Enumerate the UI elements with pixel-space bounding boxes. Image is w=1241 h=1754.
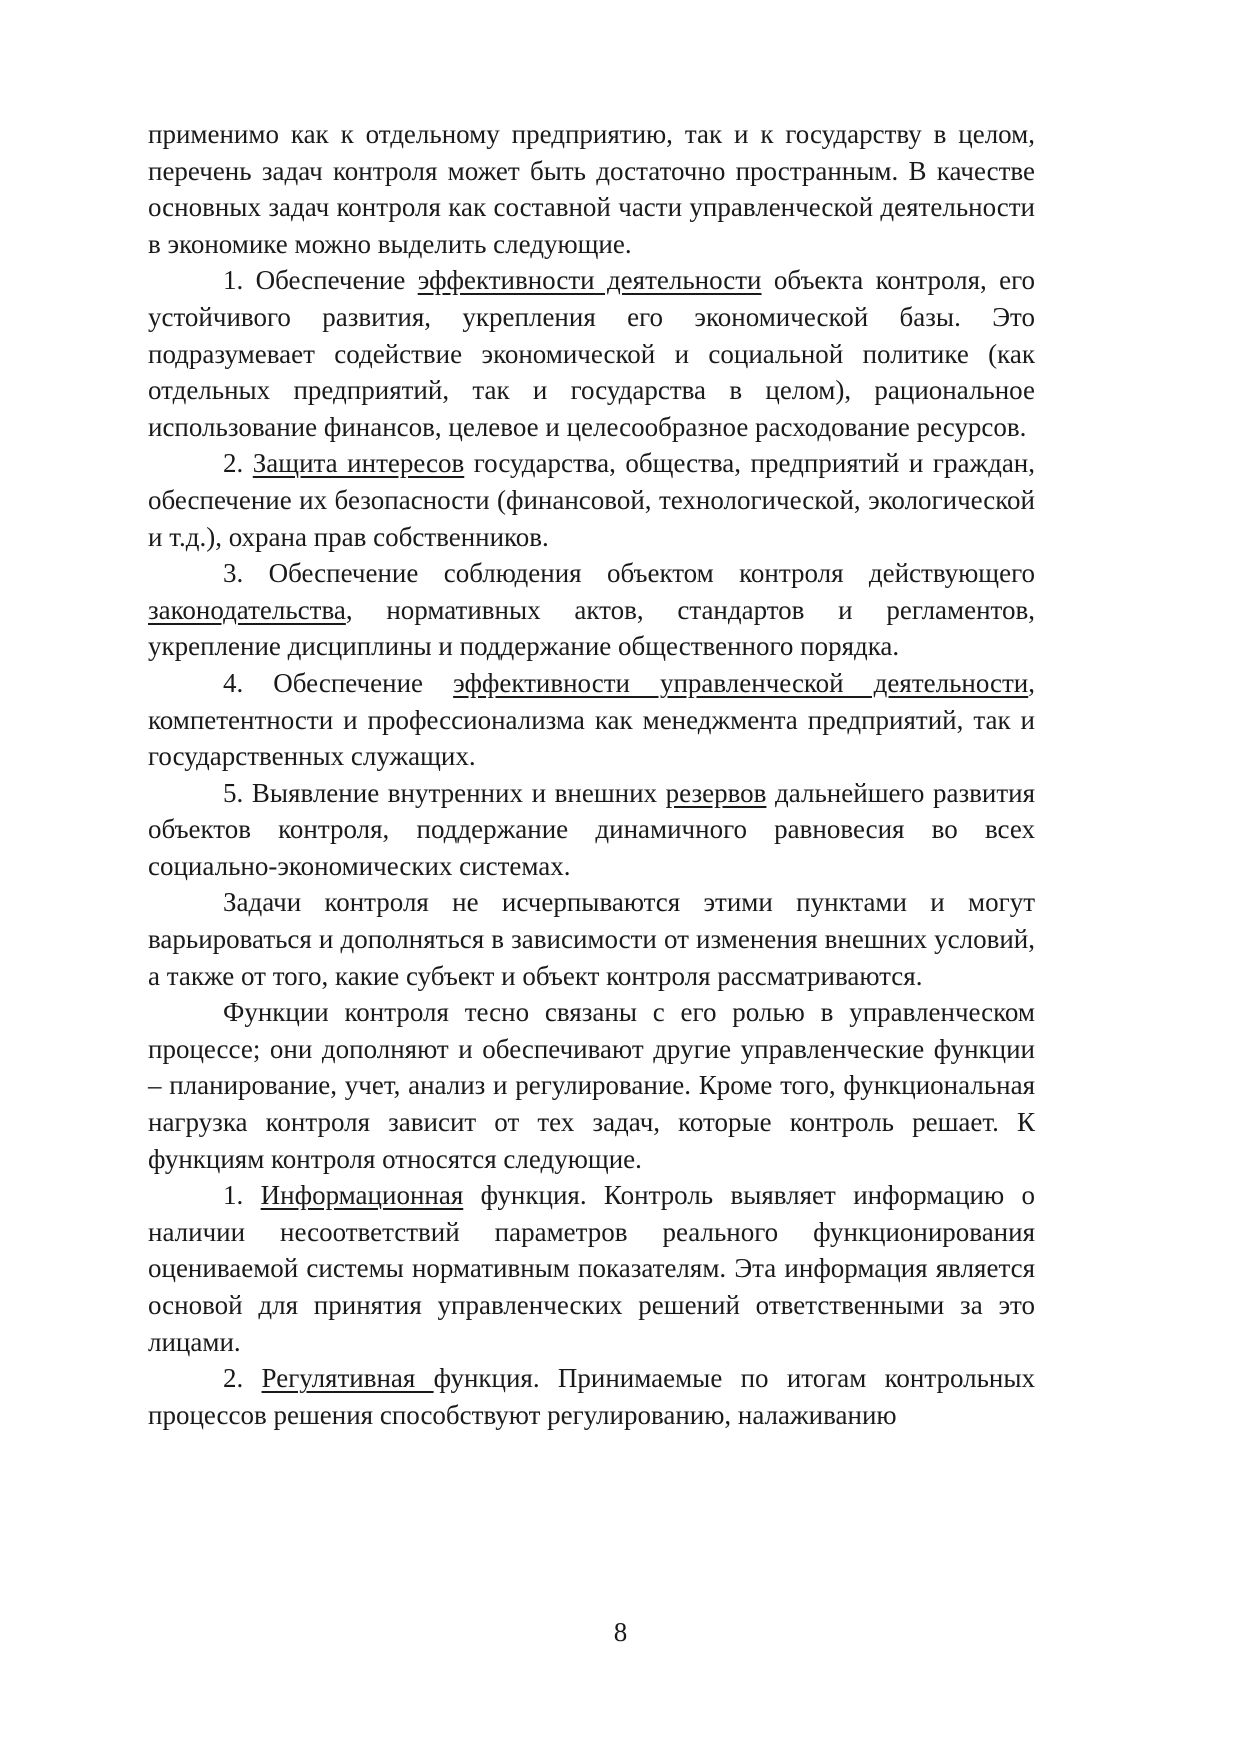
text-segment: Функции контроля тесно связаны с его ролью в управленческом процессе; они дополняют и обеспечивают другие управленческие функции – планирование, учет, анализ и регулирование. Кроме того, функциональная нагрузка контроля зависит от тех задач, которые контроль решает. К функциям контроля относятся следующие.: [148, 997, 1035, 1174]
underlined-term: Защита интересов: [252, 448, 465, 479]
text-segment: объекта контроля, его устойчивого развития, укрепления его экономической базы. Это подразумевает содействие экономической и социальной политике (как отдельных предприятий, так и государства в целом), рациональное использование финансов, целевое и целесообразное расходование ресурсов.: [148, 265, 1035, 442]
text-segment: функция. Принимаемые по итогам контрольных процессов решения способствуют регулированию, налаживанию: [148, 1363, 1036, 1430]
text-segment: 5. Выявление внутренних и внешних: [223, 777, 666, 808]
text-segment: , нормативных актов, стандартов и регламентов, укрепление дисциплины и поддержание общественного порядка.: [148, 594, 1035, 662]
paragraph: [148, 262, 1035, 445]
underlined-term: законодательства: [148, 594, 346, 625]
text-segment: государства, общества, предприятий и граждан, обеспечение их безопасности (финансовой, технологической, экологической и т.д.), охрана прав собственников.: [148, 448, 1036, 552]
paragraph: [148, 775, 1035, 885]
text-segment: 3. Обеспечение соблюдения объектом контроля действующего: [223, 558, 1035, 589]
text-segment: 2.: [223, 1363, 262, 1394]
paragraph: [148, 884, 1035, 994]
underlined-term: Регулятивная: [261, 1363, 434, 1394]
paragraph: [148, 445, 1035, 555]
paragraph: [148, 1360, 1035, 1433]
underlined-term: эффективности деятельности: [417, 265, 762, 296]
underlined-term: Информационная: [260, 1180, 464, 1211]
paragraph: [148, 1177, 1035, 1360]
text-segment: применимо как к отдельному предприятию, так и к государству в целом, перечень задач контроля может быть достаточно пространным. В качестве основных задач контроля как составной части управленческой деятельности в экономике можно выделить следующие.: [148, 119, 1035, 259]
text-segment: функция. Контроль выявляет информацию о наличии несоответствий параметров реального функционирования оцениваемой системы нормативным показателям. Эта информация является основой для принятия управленческих решений ответственными за это лицами.: [148, 1180, 1036, 1357]
underlined-term: резервов: [665, 777, 767, 808]
text-segment: 1. Обеспечение: [223, 265, 418, 296]
paragraph: [148, 555, 1035, 665]
text-segment: Задачи контроля не исчерпываются этими пунктами и могут варьироваться и дополняться в зависимости от изменения внешних условий, а также от того, какие субъект и объект контроля рассматриваются.: [148, 887, 1035, 991]
text-segment: 2.: [223, 448, 253, 479]
text-segment: 1.: [223, 1180, 261, 1211]
page-body: [148, 116, 1035, 1433]
paragraph: [148, 116, 1035, 262]
paragraph: [148, 994, 1035, 1177]
underlined-term: эффективности управленческой деятельности: [453, 667, 1029, 698]
text-segment: дальнейшего развития объектов контроля, поддержание динамичного равновесия во всех социально-экономических системах.: [148, 777, 1036, 881]
paragraph: [148, 665, 1035, 775]
text-segment: , компетентности и профессионализма как менеджмента предприятий, так и государственных служащих.: [148, 667, 1035, 772]
page-number: 8: [613, 1617, 628, 1647]
text-segment: 4. Обеспечение: [223, 667, 454, 698]
